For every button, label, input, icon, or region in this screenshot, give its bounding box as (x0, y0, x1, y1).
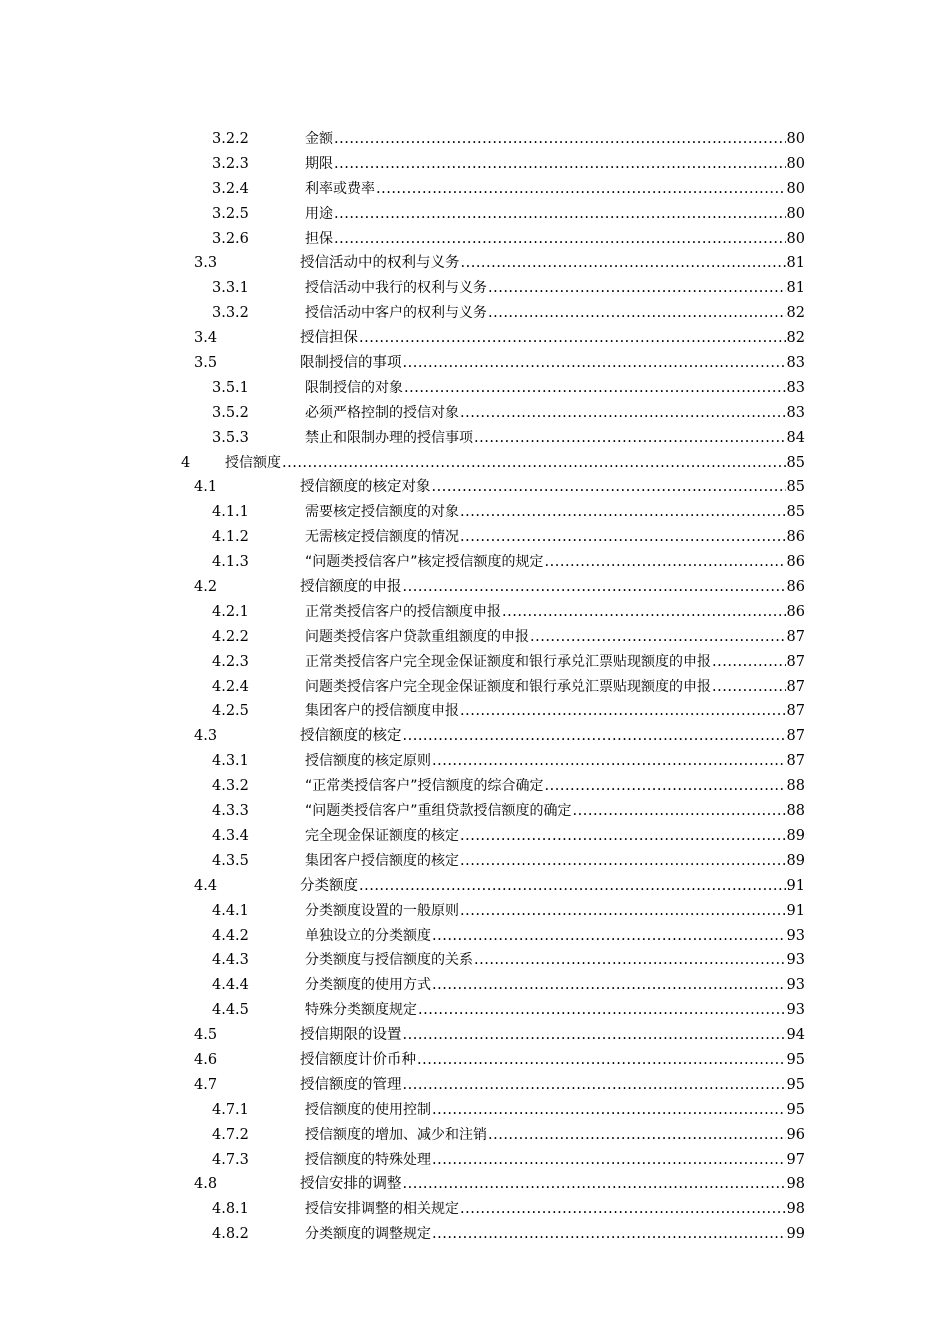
toc-entry[interactable] (0, 251, 950, 276)
toc-entry-number: 4.3.2 (212, 778, 249, 795)
toc-entry[interactable] (0, 1123, 950, 1148)
toc-entry-title: 授信额度的核定对象 (300, 475, 431, 500)
toc-entry-title: 问题类授信客户完全现金保证额度和银行承兑汇票贴现额度的申报 (305, 675, 711, 700)
toc-entry-number: 3.2.5 (212, 205, 249, 222)
toc-entry-number: 4.7.3 (212, 1151, 249, 1168)
toc-entry-number: 4.2.1 (212, 603, 249, 620)
toc-entry-line (305, 202, 805, 227)
toc-entry-number: 3.5.1 (212, 379, 249, 396)
toc-entry-line (300, 724, 805, 749)
toc-entry-page: 86 (786, 554, 805, 571)
toc-entry-title: 授信安排调整的相关规定 (305, 1197, 459, 1222)
toc-dot-leader (502, 600, 786, 625)
toc-entry[interactable] (0, 550, 950, 575)
toc-entry[interactable] (0, 376, 950, 401)
toc-entry-number: 4 (181, 454, 191, 471)
toc-entry-line (305, 426, 805, 451)
toc-entry-title: 限制授信的对象 (305, 376, 403, 401)
toc-entry[interactable] (0, 625, 950, 650)
toc-entry-number: 3.3.2 (212, 305, 249, 322)
toc-dot-leader (530, 625, 786, 650)
toc-entry-title: 完全现金保证额度的核定 (305, 824, 459, 849)
toc-dot-leader (460, 1197, 786, 1222)
toc-entry[interactable] (0, 948, 950, 973)
toc-entry-number: 4.3.4 (212, 827, 249, 844)
toc-entry-number: 4.4.5 (212, 1002, 249, 1019)
toc-entry-page: 87 (786, 653, 805, 670)
toc-entry-number: 4.8.1 (212, 1201, 249, 1218)
toc-entry-title: 分类额度 (300, 874, 358, 899)
toc-entry-page: 80 (786, 155, 805, 172)
toc-entry-line (305, 1123, 805, 1148)
toc-entry-line (305, 699, 805, 724)
toc-entry-line (305, 550, 805, 575)
toc-entry-number: 3.3.1 (212, 280, 249, 297)
toc-dot-leader (359, 326, 786, 351)
toc-dot-leader (460, 500, 786, 525)
toc-entry[interactable] (0, 202, 950, 227)
toc-entry-title: 集团客户的授信额度申报 (305, 699, 459, 724)
toc-entry-title: “正常类授信客户”授信额度的综合确定 (305, 774, 544, 799)
toc-dot-leader (432, 973, 786, 998)
toc-entry-title: 单独设立的分类额度 (305, 924, 431, 949)
toc-dot-leader (432, 1222, 786, 1247)
toc-entry-page: 85 (786, 454, 805, 471)
toc-entry[interactable] (0, 451, 950, 476)
toc-dot-leader (460, 401, 786, 426)
toc-entry-number: 4.4.3 (212, 952, 249, 969)
toc-entry-title: “问题类授信客户”核定授信额度的规定 (305, 550, 544, 575)
toc-dot-leader (474, 948, 786, 973)
toc-entry-line (305, 774, 805, 799)
toc-entry-line (305, 152, 805, 177)
toc-entry-number: 3.2.6 (212, 230, 249, 247)
toc-entry-title: 特殊分类额度规定 (305, 998, 417, 1023)
toc-dot-leader (376, 177, 786, 202)
toc-entry-page: 87 (786, 753, 805, 770)
toc-entry-page: 89 (786, 827, 805, 844)
toc-entry-line (305, 749, 805, 774)
toc-entry-line (300, 874, 805, 899)
toc-entry-title: 利率或费率 (305, 177, 375, 202)
toc-entry-page: 89 (786, 852, 805, 869)
toc-dot-leader (461, 251, 786, 276)
toc-entry[interactable] (0, 675, 950, 700)
toc-entry-line (305, 525, 805, 550)
toc-entry[interactable] (0, 973, 950, 998)
toc-entry-line (300, 475, 805, 500)
toc-entry-page: 98 (786, 1201, 805, 1218)
toc-entry-page: 80 (786, 131, 805, 147)
toc-entry-line (300, 251, 805, 276)
toc-entry-number: 4.4.4 (212, 977, 249, 994)
toc-entry-number: 4.2.2 (212, 628, 249, 645)
toc-dot-leader (359, 874, 786, 899)
toc-entry-line (305, 1148, 805, 1173)
toc-entry[interactable] (0, 1222, 950, 1247)
toc-entry-page: 99 (786, 1226, 805, 1243)
toc-entry[interactable] (0, 575, 950, 600)
toc-entry[interactable] (0, 276, 950, 301)
toc-entry-title: 授信安排的调整 (300, 1172, 402, 1197)
toc-dot-leader (334, 127, 786, 152)
toc-entry-title: 授信额度的核定 (300, 724, 402, 749)
toc-entry[interactable] (0, 500, 950, 525)
toc-entry[interactable] (0, 152, 950, 177)
toc-dot-leader (460, 899, 786, 924)
toc-entry-line (305, 849, 805, 874)
toc-entry-title: 授信活动中的权利与义务 (300, 251, 460, 276)
toc-entry-title: 授信额度的核定原则 (305, 749, 431, 774)
toc-entry-page: 86 (786, 579, 805, 596)
toc-dot-leader (573, 799, 786, 824)
toc-dot-leader (460, 525, 786, 550)
toc-entry[interactable] (0, 650, 950, 675)
toc-entry-line (305, 600, 805, 625)
toc-entry-page: 91 (786, 877, 805, 894)
toc-entry-number: 4.8.2 (212, 1226, 249, 1243)
toc-entry-number: 3.2.4 (212, 180, 249, 197)
toc-entry-number: 4.3 (194, 728, 218, 745)
toc-entry-title: 授信额度的管理 (300, 1073, 402, 1098)
toc-entry-line (300, 1172, 805, 1197)
toc-entry-line (305, 1222, 805, 1247)
toc-entry[interactable] (0, 899, 950, 924)
toc-dot-leader (282, 451, 786, 476)
toc-entry-line (305, 799, 805, 824)
toc-entry-page: 97 (786, 1151, 805, 1168)
toc-entry[interactable] (0, 724, 950, 749)
toc-dot-leader (403, 724, 786, 749)
toc-entry-title: 集团客户授信额度的核定 (305, 849, 459, 874)
toc-entry-number: 3.2.2 (212, 131, 249, 147)
toc-entry[interactable] (0, 326, 950, 351)
toc-entry-page: 82 (786, 305, 805, 322)
toc-entry-line (305, 227, 805, 252)
toc-entry[interactable] (0, 600, 950, 625)
toc-entry-number: 4.7.1 (212, 1101, 249, 1118)
toc-entry-line (300, 326, 805, 351)
toc-entry-line (305, 675, 805, 700)
toc-entry-page: 86 (786, 603, 805, 620)
toc-entry-number: 4.3.1 (212, 753, 249, 770)
toc-dot-leader (488, 1123, 786, 1148)
toc-entry-line (305, 401, 805, 426)
toc-entry-page: 80 (786, 230, 805, 247)
toc-entry-page: 94 (786, 1027, 805, 1044)
toc-entry-line (305, 500, 805, 525)
toc-dot-leader (432, 1098, 786, 1123)
toc-entry-page: 87 (786, 728, 805, 745)
toc-entry-number: 4.7.2 (212, 1126, 249, 1143)
toc-entry-line (300, 351, 805, 376)
toc-dot-leader (488, 276, 786, 301)
toc-entry-number: 4.1.1 (212, 504, 249, 521)
toc-entry-title: 授信额度的特殊处理 (305, 1148, 431, 1173)
toc-entry-number: 4.5 (194, 1027, 218, 1044)
toc-entry[interactable] (0, 475, 950, 500)
toc-entry-number: 4.4.2 (212, 927, 249, 944)
toc-dot-leader (432, 924, 786, 949)
toc-entry-number: 4.1.2 (212, 529, 249, 546)
toc-dot-leader (545, 550, 786, 575)
toc-entry[interactable] (0, 874, 950, 899)
toc-entry-title: 需要核定授信额度的对象 (305, 500, 459, 525)
toc-entry-line (300, 1073, 805, 1098)
toc-entry-line (305, 177, 805, 202)
toc-entry-line (300, 1023, 805, 1048)
toc-entry[interactable] (0, 351, 950, 376)
toc-entry-title: 用途 (305, 202, 333, 227)
toc-entry-number: 4.4.1 (212, 902, 249, 919)
toc-entry-page: 87 (786, 628, 805, 645)
toc-entry-number: 4.1 (194, 479, 218, 496)
toc-entry-page: 85 (786, 504, 805, 521)
toc-entry-page: 81 (786, 255, 805, 272)
toc-entry-line (305, 625, 805, 650)
toc-entry-line (305, 127, 805, 152)
toc-entry-title: 必须严格控制的授信对象 (305, 401, 459, 426)
toc-entry-number: 3.5 (194, 355, 218, 372)
toc-entry-line (305, 376, 805, 401)
toc-entry-title: 分类额度的使用方式 (305, 973, 431, 998)
toc-entry[interactable] (0, 1197, 950, 1222)
toc-dot-leader (474, 426, 786, 451)
toc-entry-number: 3.3 (194, 255, 218, 272)
toc-entry-page: 95 (786, 1076, 805, 1093)
toc-entry[interactable] (0, 1023, 950, 1048)
toc-entry-title: 正常类授信客户的授信额度申报 (305, 600, 501, 625)
toc-dot-leader (545, 774, 786, 799)
toc-entry-title: 禁止和限制办理的授信事项 (305, 426, 473, 451)
toc-entry-page: 82 (786, 330, 805, 347)
toc-entry-page: 86 (786, 529, 805, 546)
toc-entry-page: 83 (786, 355, 805, 372)
toc-entry-number: 3.5.3 (212, 429, 249, 446)
toc-dot-leader (403, 351, 786, 376)
toc-dot-leader (432, 1148, 786, 1173)
toc-entry[interactable] (0, 1048, 950, 1073)
toc-entry-page: 98 (786, 1176, 805, 1193)
toc-entry-title: 分类额度与授信额度的关系 (305, 948, 473, 973)
toc-entry-title: 授信额度的申报 (300, 575, 402, 600)
toc-entry-line (305, 301, 805, 326)
toc-entry-line (305, 824, 805, 849)
toc-entry-title: 期限 (305, 152, 333, 177)
toc-entry-line (305, 924, 805, 949)
toc-entry-title: 授信期限的设置 (300, 1023, 402, 1048)
toc-entry-title: 授信活动中客户的权利与义务 (305, 301, 487, 326)
toc-entry-title: 问题类授信客户贷款重组额度的申报 (305, 625, 529, 650)
toc-dot-leader (432, 749, 786, 774)
toc-entry-title: 授信额度 (225, 451, 281, 476)
toc-dot-leader (460, 849, 786, 874)
toc-entry[interactable] (0, 774, 950, 799)
toc-entry-title: 分类额度设置的一般原则 (305, 899, 459, 924)
toc-entry-line (300, 1048, 805, 1073)
toc-entry[interactable] (0, 1172, 950, 1197)
toc-entry-title: 授信活动中我行的权利与义务 (305, 276, 487, 301)
toc-entry[interactable] (0, 1148, 950, 1173)
toc-entry[interactable] (0, 849, 950, 874)
toc-entry[interactable] (0, 799, 950, 824)
toc-entry-page: 93 (786, 977, 805, 994)
toc-entry[interactable] (0, 177, 950, 202)
toc-entry[interactable] (0, 301, 950, 326)
toc-dot-leader (334, 152, 786, 177)
table-of-contents (0, 127, 950, 1247)
toc-entry[interactable] (0, 824, 950, 849)
toc-entry-title: 授信额度的增加、减少和注销 (305, 1123, 487, 1148)
toc-entry-number: 3.4 (194, 330, 218, 347)
toc-entry-number: 4.2.4 (212, 678, 249, 695)
toc-entry-number: 4.3.5 (212, 852, 249, 869)
toc-dot-leader (403, 575, 786, 600)
toc-entry[interactable] (0, 998, 950, 1023)
toc-entry-line (305, 899, 805, 924)
toc-entry-number: 3.2.3 (212, 155, 249, 172)
toc-dot-leader (712, 675, 786, 700)
toc-dot-leader (488, 301, 786, 326)
toc-entry-line (305, 998, 805, 1023)
toc-entry-page: 83 (786, 379, 805, 396)
toc-entry[interactable] (0, 227, 950, 252)
toc-dot-leader (460, 824, 786, 849)
toc-entry-title: 金额 (305, 127, 333, 152)
toc-entry-line (305, 276, 805, 301)
toc-entry-line (305, 1197, 805, 1222)
toc-entry-number: 4.7 (194, 1076, 218, 1093)
toc-entry-title: 授信额度计价币种 (300, 1048, 416, 1073)
toc-entry-page: 80 (786, 205, 805, 222)
toc-entry-title: 分类额度的调整规定 (305, 1222, 431, 1247)
toc-dot-leader (404, 376, 786, 401)
toc-entry-number: 4.2 (194, 579, 218, 596)
toc-entry-page: 83 (786, 404, 805, 421)
toc-entry-title: 授信担保 (300, 326, 358, 351)
toc-entry-number: 4.3.3 (212, 803, 249, 820)
toc-dot-leader (460, 699, 786, 724)
toc-entry[interactable] (0, 699, 950, 724)
toc-entry-page: 91 (786, 902, 805, 919)
toc-dot-leader (403, 1172, 786, 1197)
toc-dot-leader (334, 227, 786, 252)
toc-entry-title: 限制授信的事项 (300, 351, 402, 376)
toc-entry[interactable] (0, 1098, 950, 1123)
toc-entry-line (225, 451, 805, 476)
toc-dot-leader (712, 650, 786, 675)
toc-dot-leader (417, 1048, 786, 1073)
toc-entry-page: 93 (786, 927, 805, 944)
toc-entry-number: 4.2.5 (212, 703, 249, 720)
toc-entry-line (305, 948, 805, 973)
toc-entry-title: 授信额度的使用控制 (305, 1098, 431, 1123)
toc-entry[interactable] (0, 401, 950, 426)
toc-entry-page: 95 (786, 1051, 805, 1068)
toc-dot-leader (418, 998, 786, 1023)
toc-entry-page: 80 (786, 180, 805, 197)
toc-entry-title: 无需核定授信额度的情况 (305, 525, 459, 550)
toc-entry-title: “问题类授信客户”重组贷款授信额度的确定 (305, 799, 572, 824)
toc-entry-number: 3.5.2 (212, 404, 249, 421)
toc-entry-line (305, 650, 805, 675)
toc-entry-number: 4.6 (194, 1051, 218, 1068)
toc-entry-page: 87 (786, 703, 805, 720)
toc-entry-title: 担保 (305, 227, 333, 252)
toc-entry-number: 4.1.3 (212, 554, 249, 571)
toc-entry-page: 85 (786, 479, 805, 496)
toc-entry-page: 81 (786, 280, 805, 297)
toc-entry-page: 95 (786, 1101, 805, 1118)
toc-entry[interactable] (0, 749, 950, 774)
toc-entry-number: 4.2.3 (212, 653, 249, 670)
toc-entry-page: 93 (786, 952, 805, 969)
toc-entry-page: 96 (786, 1126, 805, 1143)
toc-dot-leader (403, 1023, 786, 1048)
toc-entry[interactable] (0, 127, 950, 152)
toc-entry-page: 84 (786, 429, 805, 446)
toc-entry-line (300, 575, 805, 600)
toc-entry-page: 88 (786, 803, 805, 820)
toc-entry-number: 4.8 (194, 1176, 218, 1193)
toc-entry-page: 88 (786, 778, 805, 795)
toc-entry-line (305, 1098, 805, 1123)
toc-entry[interactable] (0, 924, 950, 949)
toc-entry[interactable] (0, 426, 950, 451)
toc-entry-page: 87 (786, 678, 805, 695)
toc-dot-leader (334, 202, 786, 227)
toc-entry-line (305, 973, 805, 998)
toc-dot-leader (403, 1073, 786, 1098)
toc-dot-leader (432, 475, 786, 500)
toc-entry-page: 93 (786, 1002, 805, 1019)
toc-entry[interactable] (0, 525, 950, 550)
toc-entry-title: 正常类授信客户完全现金保证额度和银行承兑汇票贴现额度的申报 (305, 650, 711, 675)
toc-entry[interactable] (0, 1073, 950, 1098)
toc-entry-number: 4.4 (194, 877, 218, 894)
